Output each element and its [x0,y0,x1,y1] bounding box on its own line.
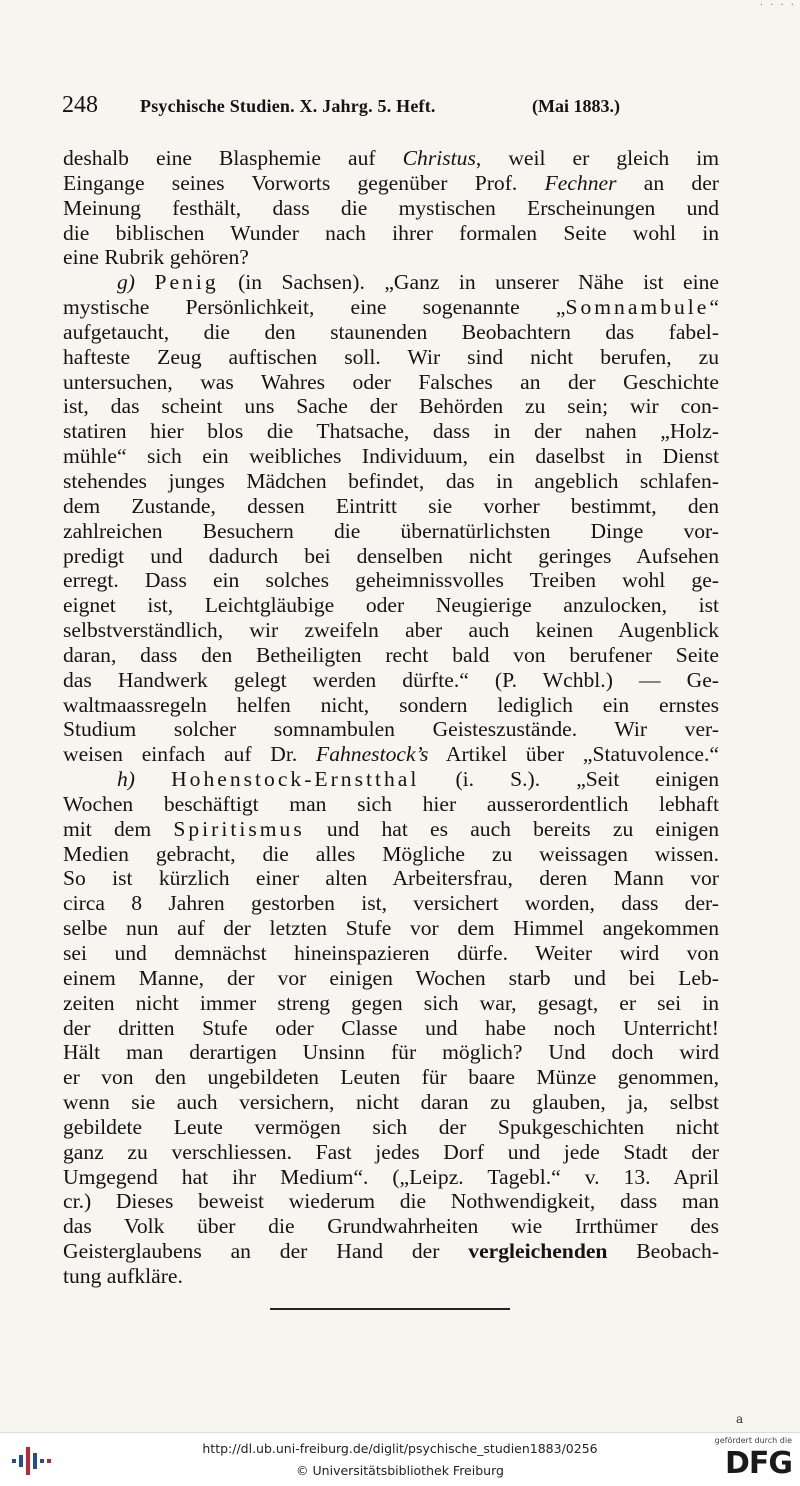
page-header [62,92,722,122]
page-number: 248 [62,92,98,118]
text-line: wenn sie auch versichern, nicht daran zu glauben, ja, selbst [63,1090,719,1115]
text-line: Geisterglaubens an der Hand der vergleichenden Beobach- [63,1239,719,1264]
text-line: Hält man derartigen Unsinn für möglich? Und doch wird [63,1040,719,1065]
text-line: stehendes junges Mädchen befindet, das in angeblich schlafen- [63,468,719,493]
text-line: mystische Persönlichkeit, eine sogenannte „Somnambule“ [63,295,719,320]
text-line: cr.) Dieses beweist wiederum die Nothwendigkeit, dass man [63,1189,719,1214]
text-line: mühle“ sich ein weibliches Individuum, ein daselbst in Dienst [63,444,719,469]
running-head-date: (Mai 1883.) [532,96,620,116]
text-line: Wochen beschäftigt man sich hier ausserordentlich lebhaft [63,791,719,816]
text-line: Eingange seines Vorworts gegenüber Prof. Fechner an der [63,170,719,195]
text-line: Meinung festhält, dass die mystischen Erscheinungen und [63,195,719,220]
text-line: hafteste Zeug auftischen soll. Wir sind nicht berufen, zu [63,344,719,369]
place-name-hohenstock: Hohenstock-Ernstthal [171,767,420,792]
text-line: zeiten nicht immer streng gegen sich war, gesagt, er sei in [63,990,719,1015]
text-line: statiren hier blos die Thatsache, dass in der nahen „Holz- [63,419,719,444]
text-line: untersuchen, was Wahres oder Falsches an der Geschichte [63,369,719,394]
permalink-url[interactable]: http://dl.ub.uni-freiburg.de/diglit/psychische_studien1883/0256 [202,1441,598,1456]
signature-mark: a [736,1412,744,1426]
text-line: einem Manne, der vor einigen Wochen starb und bei Leb- [63,965,719,990]
text-line: selbe nun auf der letzten Stufe vor dem Himmel angekommen [63,916,719,941]
text-line: So ist kürzlich einer alten Arbeitersfrau, deren Mann vor [63,866,719,891]
text-line: Studium solcher somnambulen Geisteszustände. Wir ver- [63,717,719,742]
text-line: Umgegend hat ihr Medium“. („Leipz. Tagebl.“ v. 13. April [63,1164,719,1189]
section-g-heading-line: g) Penig (in Sachsen). „Ganz in unserer Nähe ist eine [117,270,719,295]
text-line: waltmaassregeln helfen nicht, sondern lediglich ein ernstes [63,692,719,717]
text-line: der dritten Stufe oder Classe und habe noch Unterricht! [63,1015,719,1040]
scan-edge-marks: · · · · [759,0,796,11]
text-line: sei und demnächst hineinspazieren dürfe. Weiter wird von [63,941,719,965]
text-line: gebildete Leute vermögen sich der Spukgeschichten nicht [63,1114,719,1139]
text-line: predigt und dadurch bei denselben nicht geringes Aufsehen [63,543,719,568]
text-line: circa 8 Jahren gestorben ist, versichert worden, dass der- [63,891,719,916]
dfg-tagline: gefördert durch die [714,1436,792,1445]
section-end-rule [270,1308,510,1310]
text-line: zahlreichen Besuchern die übernatürlichsten Dinge vor- [63,518,719,543]
text-line: mit dem Spiritismus und hat es auch bereits zu einigen [63,816,719,841]
text-line: weisen einfach auf Dr. Fahnestock’s Artikel über „Statuvolence.“ [63,742,719,767]
text-line: Medien gebracht, die alles Mögliche zu weissagen wissen. [63,841,719,866]
text-line: die biblischen Wunder nach ihrer formalen Seite wohl in [63,220,719,245]
text-line: selbstverständlich, wir zweifeln aber auch keinen Augenblick [63,618,719,643]
text-line: deshalb eine Blasphemie auf Christus, weil er gleich im [63,146,719,170]
text-line: dem Zustande, dessen Eintritt sie vorher bestimmt, den [63,493,719,518]
running-head: Psychische Studien. X. Jahrg. 5. Heft. [140,96,436,116]
text-line: ganz zu verschliessen. Fast jedes Dorf und jede Stadt der [63,1139,719,1164]
text-line: tung aufkläre. [63,1263,183,1288]
copyright-notice: © Universitätsbibliothek Freiburg [296,1463,504,1478]
place-name-penig: Penig [154,270,219,295]
text-line: das Volk über die Grundwahrheiten wie Irrthümer des [63,1214,719,1239]
text-line: eignet ist, Leichtgläubige oder Neugierige anzulocken, ist [63,593,719,618]
text-line: er von den ungebildeten Leuten für baare Münze genommen, [63,1065,719,1090]
text-line: aufgetaucht, die den staunenden Beobachtern das fabel- [63,319,719,344]
text-line: das Handwerk gelegt werden dürfte.“ (P. Wchbl.) — Ge- [63,667,719,692]
viewer-footer [0,1432,800,1486]
text-line: erregt. Dass ein solches geheimnissvolles Treiben wohl ge- [63,568,719,593]
dfg-logo: DFG [724,1446,792,1481]
text-line: daran, dass den Betheiligten recht bald von berufener Seite [63,642,719,667]
article-body [63,146,719,1289]
text-line: eine Rubrik gehören? [63,245,249,270]
text-line: ist, das scheint uns Sache der Behörden zu sein; wir con- [63,394,719,419]
section-h-heading-line: h) Hohenstock-Ernstthal (i. S.). „Seit einigen [117,767,719,792]
